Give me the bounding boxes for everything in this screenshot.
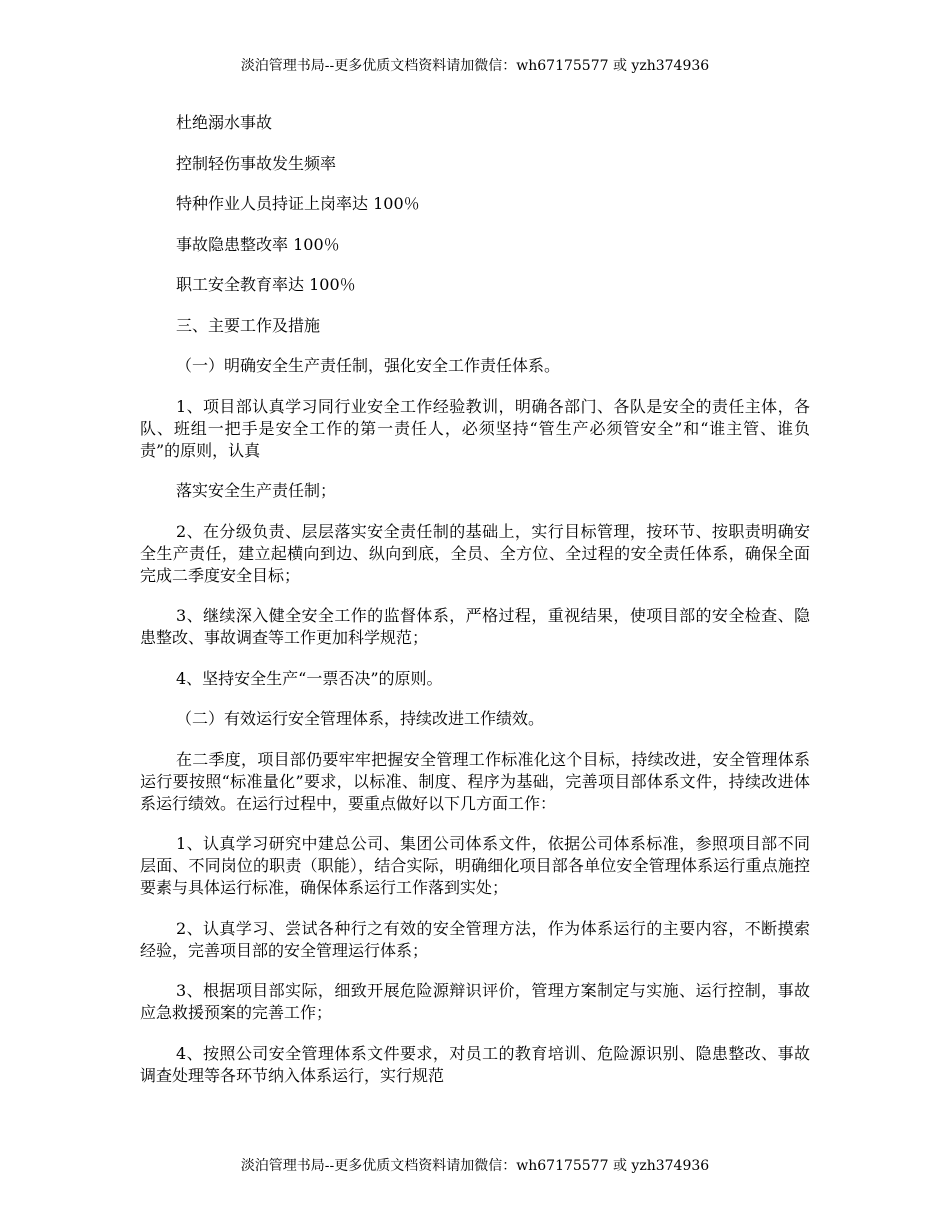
paragraph: 1、项目部认真学习同行业安全工作经验教训，明确各部门、各队是安全的责任主体，各队、班组一把手是安全工作的第一责任人，必须坚持“管生产必须管安全”和“谁主管、谁负责”的原则，认真	[140, 396, 810, 460]
subsection-heading: （二）有效运行安全管理体系，持续改进工作绩效。	[176, 709, 545, 728]
paragraph: 2、在分级负责、层层落实安全责任制的基础上，实行目标管理，按环节、按职责明确安全生产责任，建立起横向到边、纵向到底，全员、全方位、全过程的安全责任体系，确保全面完成二季度安全目标；	[140, 521, 810, 585]
paragraph: 3、继续深入健全安全工作的监督体系，严格过程，重视结果，使项目部的安全检查、隐患整改、事故调查等工作更加科学规范；	[140, 606, 810, 647]
page-header: 淡泊管理书局--更多优质文档资料请加微信：wh67175577 或 yzh374936	[240, 58, 710, 74]
paragraph: 杜绝溺水事故	[176, 113, 273, 132]
paragraph: 落实安全生产责任制；	[176, 481, 337, 500]
paragraph: 职工安全教育率达 100％	[176, 275, 356, 294]
paragraph: 3、根据项目部实际，细致开展危险源辩识评价，管理方案制定与实施、运行控制，事故应急救援预案的完善工作；	[140, 981, 810, 1022]
section-heading: 三、主要工作及措施	[176, 315, 321, 335]
subsection-heading: （一）明确安全生产责任制，强化安全工作责任体系。	[176, 356, 561, 375]
paragraph: 1、认真学习研究中建总公司、集团公司体系文件，依据公司体系标准，参照项目部不同层面、不同岗位的职责（职能），结合实际，明确细化项目部各单位安全管理体系运行重点施控要素与具体运行标准，确保体系运行工作落到实处；	[140, 834, 810, 897]
paragraph: 控制轻伤事故发生频率	[176, 153, 337, 173]
document-body	[140, 112, 810, 1104]
paragraph: 4、坚持安全生产“一票否决”的原则。	[176, 668, 443, 688]
page-footer: 淡泊管理书局--更多优质文档资料请加微信：wh67175577 或 yzh374936	[240, 1158, 710, 1174]
paragraph: 特种作业人员持证上岗率达 100％	[176, 194, 420, 213]
paragraph: 在二季度，项目部仍要牢牢把握安全管理工作标准化这个目标，持续改进，安全管理体系运行要按照“标准量化”要求，以标准、制度、程序为基础，完善项目部体系文件，持续改进体系运行绩效。在运行过程中，要重点做好以下几方面工作：	[140, 749, 810, 813]
paragraph: 事故隐患整改率 100％	[176, 234, 340, 254]
paragraph: 2、认真学习、尝试各种行之有效的安全管理方法，作为体系运行的主要内容，不断摸索经验，完善项目部的安全管理运行体系；	[140, 918, 810, 960]
paragraph: 4、按照公司安全管理体系文件要求，对员工的教育培训、危险源识别、隐患整改、事故调查处理等各环节纳入体系运行，实行规范	[140, 1043, 810, 1085]
